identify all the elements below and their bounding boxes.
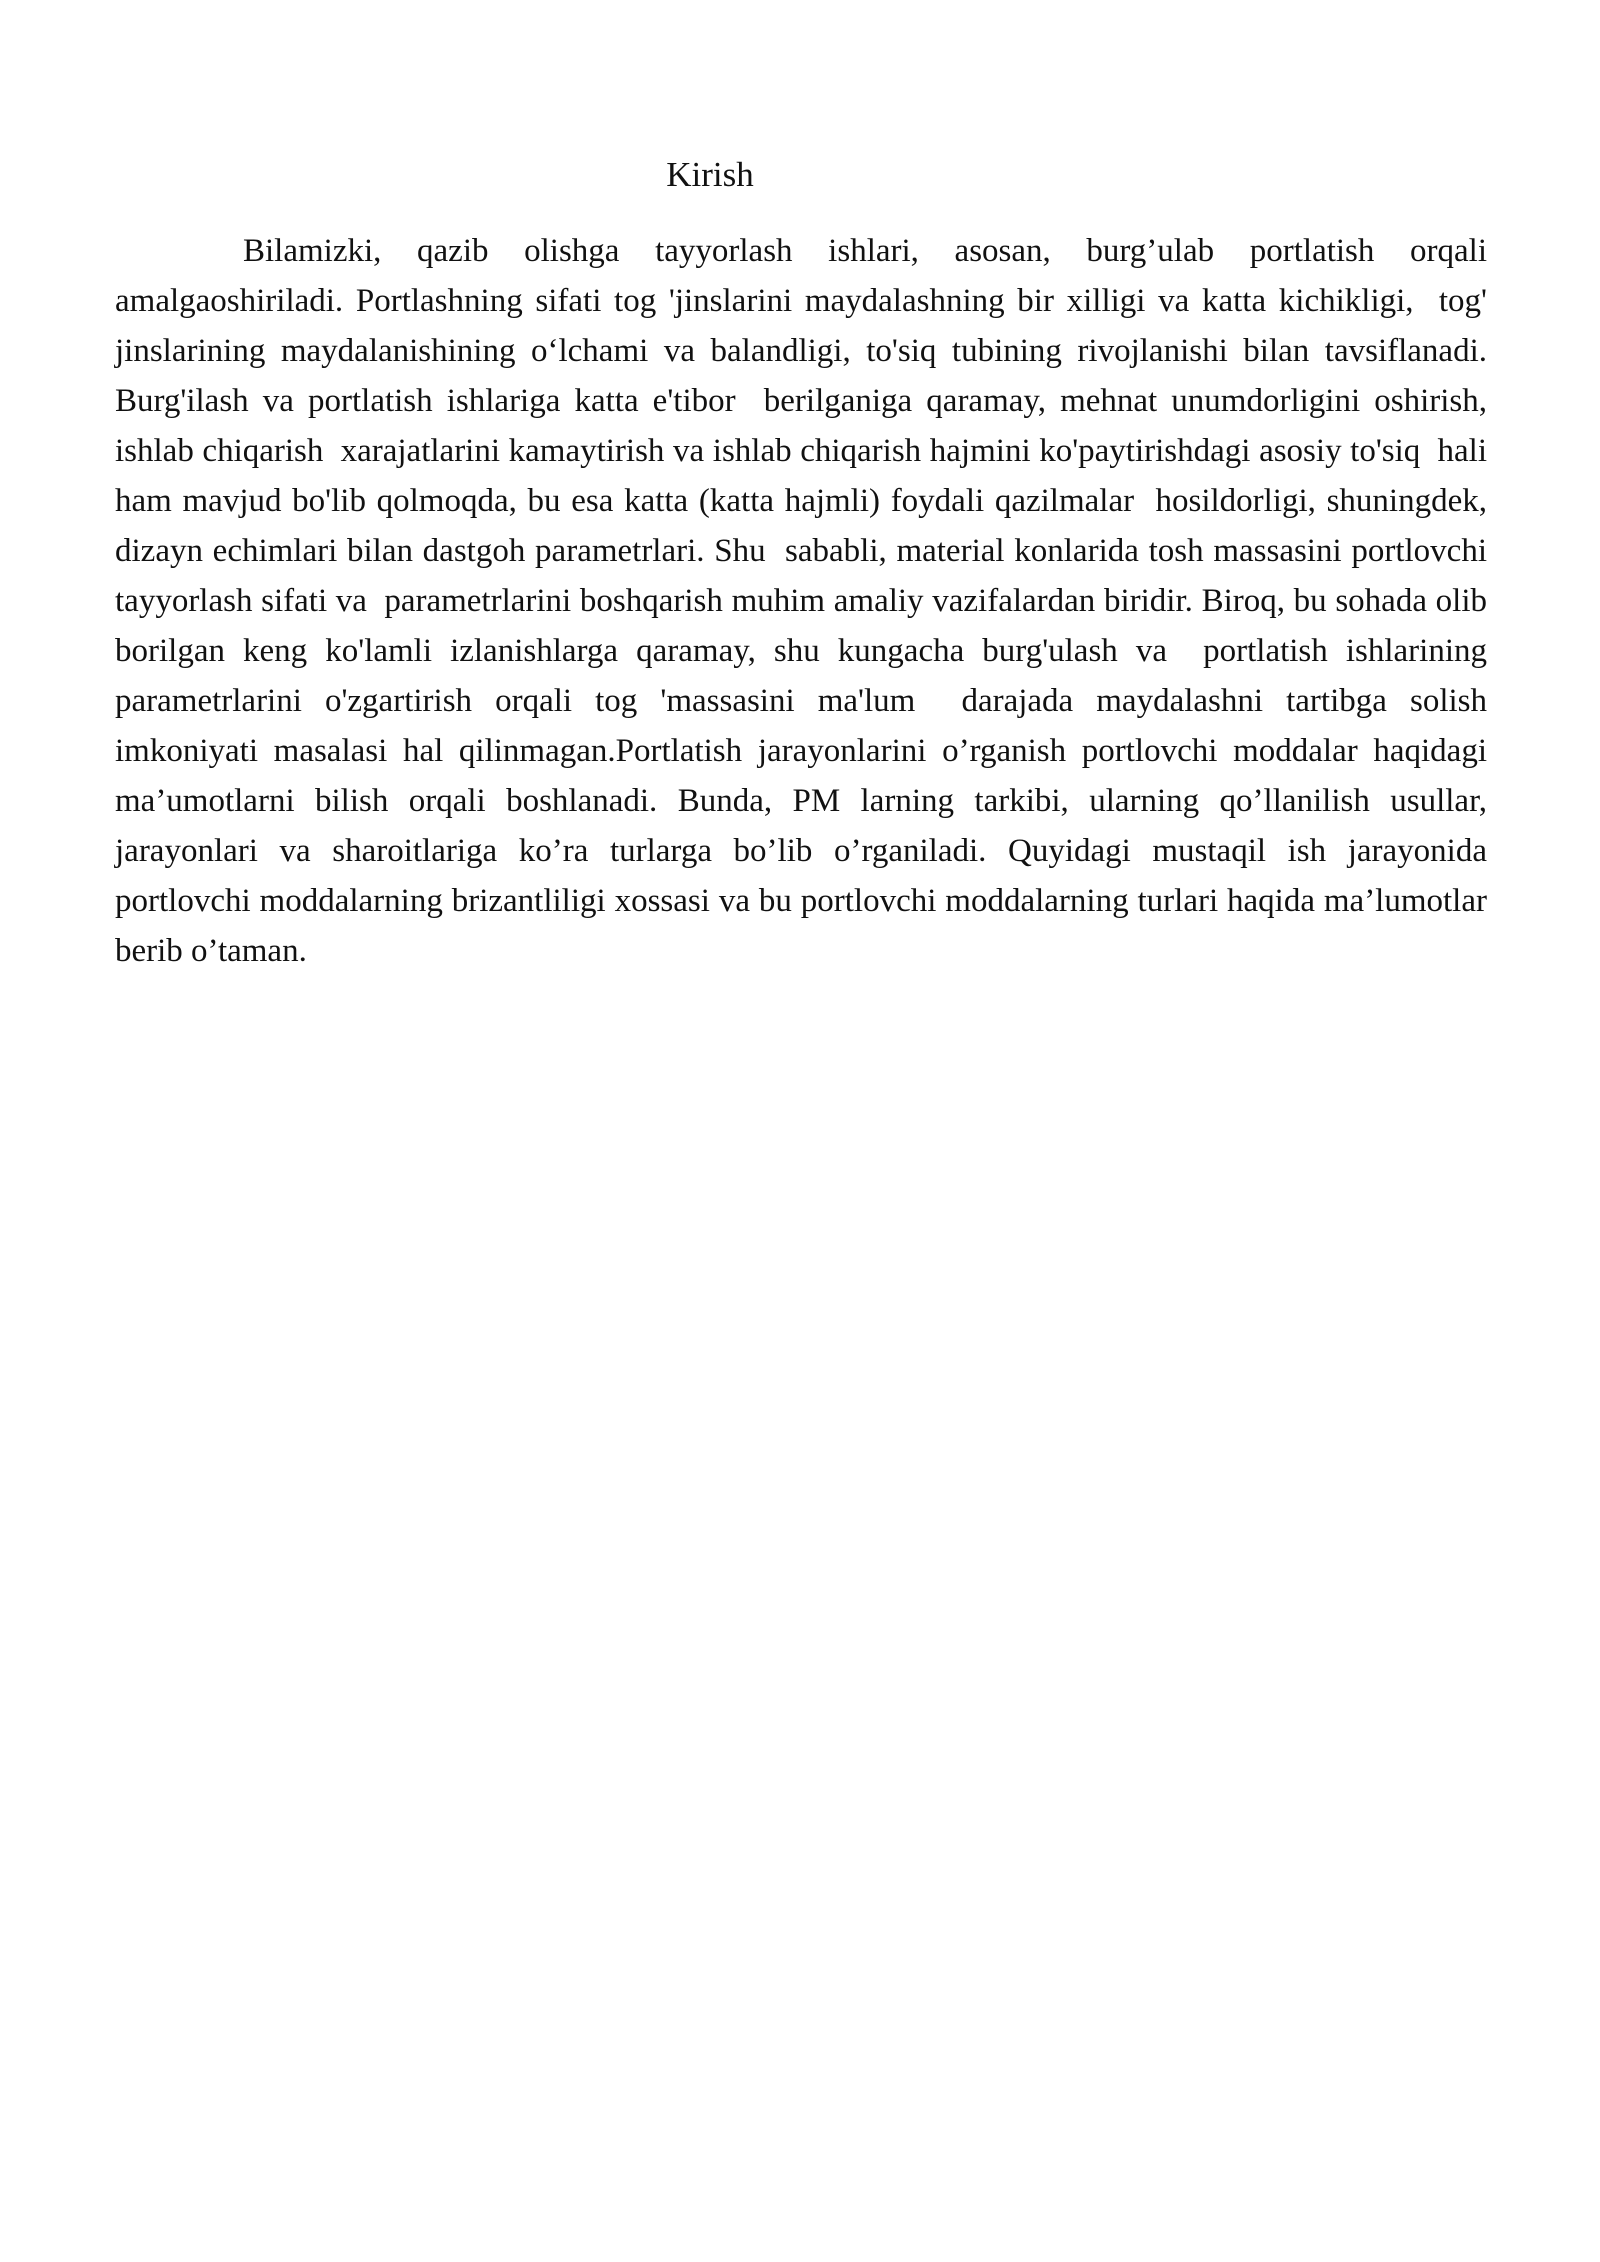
body-paragraph: Bilamizki, qazib olishga tayyorlash ishlari, asosan, burg’ulab portlatish orqali amalgaoshiriladi. Portlashning sifati tog 'jinslarini maydalashning bir xilligi va katta kichikligi, tog' jinslarining maydalanishining o‘lchami va balandligi, to'siq tubining rivojlanishi bilan tavsiflanadi. Burg'ilash va portlatish ishlariga katta e'tibor berilganiga qaramay, mehnat unumdorligini oshirish, ishlab chiqarish xarajatlarini kamaytirish va ishlab chiqarish hajmini ko'paytirishdagi asosiy to'siq hali ham mavjud bo'lib qolmoqda, bu esa katta (katta hajmli) foydali qazilmalar hosildorligi, shuningdek, dizayn echimlari bilan dastgoh parametrlari. Shu sababli, material konlarida tosh massasini portlovchi tayyorlash sifati va parametrlarini boshqarish muhim amaliy vazifalardan biridir. Biroq, bu sohada olib borilgan keng ko'lamli izlanishlarga qaramay, shu kungacha burg'ulash va portlatish ishlarining parametrlarini o'zgartirish orqali tog 'massasini ma'lum darajada maydalashni tartibga solish imkoniyati masalasi hal qilinmagan.Portlatish jarayonlarini o’rganish portlovchi moddalar haqidagi ma’umotlarni bilish orqali boshlanadi. Bunda, PM larning tarkibi, ularning qo’llanilish usullar, jarayonlari va sharoitlariga ko’ra turlarga bo’lib o’rganiladi. Quyidagi mustaqil ish jarayonida portlovchi moddalarning brizantliligi xossasi va bu portlovchi moddalarning turlari haqida ma’lumotlar berib o’taman. <box>115 233 1496 969</box>
page-title: Kirish <box>666 155 754 194</box>
